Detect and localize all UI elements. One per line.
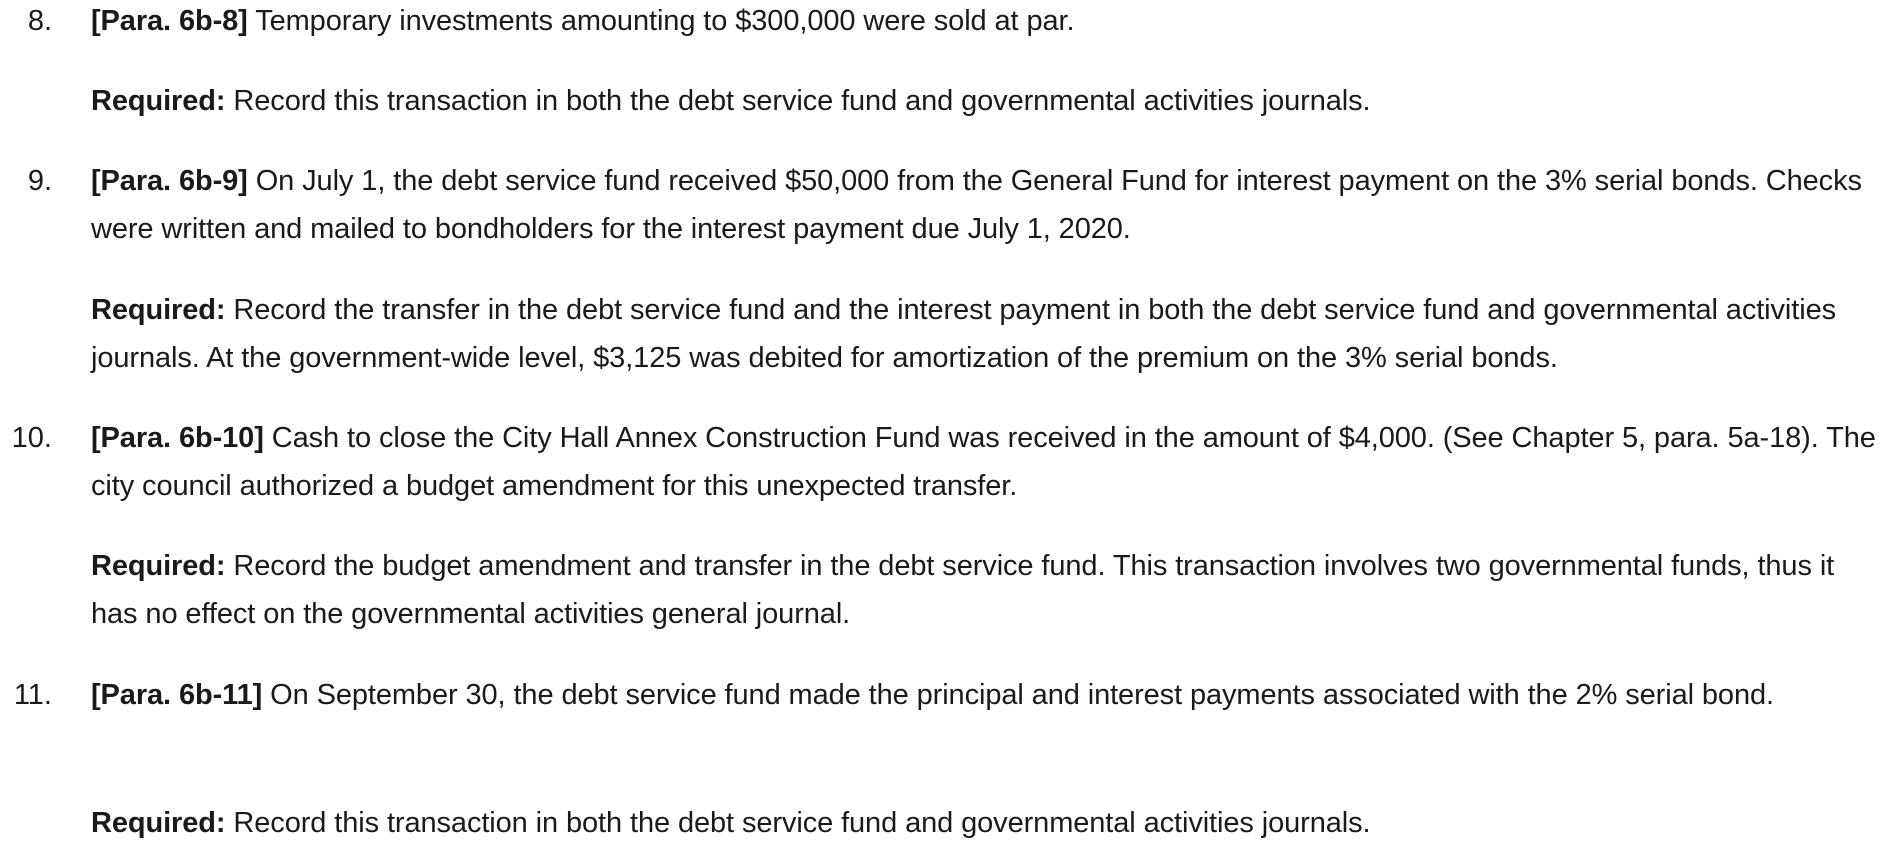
required-paragraph [91,542,1881,638]
item-number: 9. [27,165,52,197]
paragraph-tag: [Para. 6b-9] [91,165,248,197]
item-description [91,671,1881,719]
required-text: Record this transaction in both the debt service fund and governmental activities journals. [233,807,1371,839]
item-text: Temporary investments amounting to $300,000 were sold at par. [255,5,1075,37]
item-number: 11. [13,679,52,711]
item-description [91,157,1881,253]
item-text: On July 1, the debt service fund received $50,000 from the General Fund for interest payment on the 3% serial bonds. Checks were written and mailed to bondholders for the interest payment due July 1, 2020. [91,165,1862,245]
item-text: On September 30, the debt service fund made the principal and interest payments associated with the 2% serial bond. [270,679,1774,711]
required-text: Record the transfer in the debt service fund and the interest payment in both the debt service fund and governmental activities journals. At the government-wide level, $3,125 was debited for amortization of the premium on the 3% serial bonds. [91,294,1837,374]
item-description [91,414,1881,510]
item-description [91,0,1881,45]
required-text: Record the budget amendment and transfer in the debt service fund. This transaction involves two governmental funds, thus it has no effect on the governmental activities general journal. [91,550,1835,630]
paragraph-tag: [Para. 6b-10] [91,422,264,454]
required-paragraph [91,77,1881,125]
required-paragraph [91,799,1881,847]
required-label: Required: [91,550,226,582]
required-text: Record this transaction in both the debt service fund and governmental activities journals. [233,85,1371,117]
item-number: 8. [27,5,52,37]
item-text: Cash to close the City Hall Annex Construction Fund was received in the amount of $4,000. (See Chapter 5, para. 5a-18). The city council authorized a budget amendment for this unexpected transfer. [91,422,1876,502]
required-label: Required: [91,85,226,117]
item-number: 10. [11,422,52,454]
required-label: Required: [91,807,226,839]
paragraph-tag: [Para. 6b-8] [91,5,248,37]
paragraph-tag: [Para. 6b-11] [91,679,263,711]
required-label: Required: [91,294,226,326]
required-paragraph [91,286,1881,382]
